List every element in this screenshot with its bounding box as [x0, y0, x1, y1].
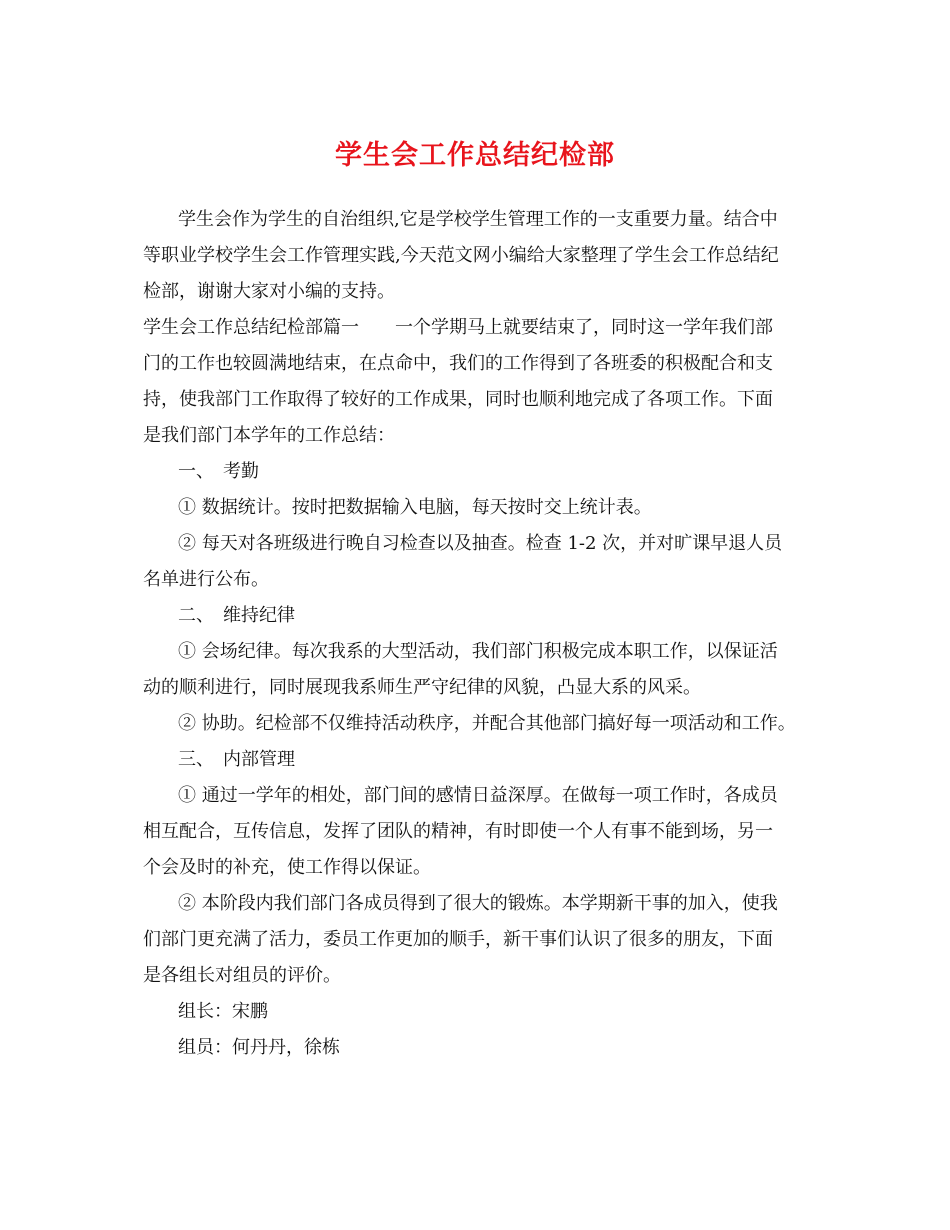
paragraph-line: 学生会工作总结纪检部篇一 一个学期马上就要结束了，同时这一学年我们部: [143, 317, 773, 338]
paragraph-line: 学生会作为学生的自治组织,它是学校学生管理工作的一支重要力量。结合中: [178, 209, 778, 230]
paragraph-line: 相互配合，互传信息，发挥了团队的精神，有时即使一个人有事不能到场，另一: [143, 821, 773, 842]
paragraph-line: ② 本阶段内我们部门各成员得到了很大的锻炼。本学期新干事的加入，使我: [178, 893, 778, 914]
paragraph-line: ① 数据统计。按时把数据输入电脑，每天按时交上统计表。: [178, 497, 652, 518]
document-title: 学生会工作总结纪检部: [335, 140, 615, 171]
section-heading: 二、 维持纪律: [178, 605, 295, 626]
paragraph-line: 们部门更充满了活力，委员工作更加的顺手，新干事们认识了很多的朋友，下面: [143, 929, 773, 950]
paragraph-line: ② 每天对各班级进行晚自习检查以及抽查。检查 1-2 次，并对旷课早退人员: [178, 533, 783, 554]
group-members-line: 组员：何丹丹，徐栋: [178, 1037, 340, 1058]
paragraph-line: 等职业学校学生会工作管理实践,今天范文网小编给大家整理了学生会工作总结纪: [143, 245, 779, 266]
paragraph-line: 门的工作也较圆满地结束，在点命中，我们的工作得到了各班委的积极配合和支: [143, 353, 773, 374]
paragraph-line: 动的顺利进行，同时展现我系师生严守纪律的风貌，凸显大系的风采。: [143, 677, 701, 698]
paragraph-line: 持，使我部门工作取得了较好的工作成果，同时也顺利地完成了各项工作。下面: [143, 389, 773, 410]
paragraph-line: ① 会场纪律。每次我系的大型活动，我们部门积极完成本职工作，以保证活: [178, 641, 778, 662]
paragraph-line: 个会及时的补充，使工作得以保证。: [143, 857, 431, 878]
paragraph-line: ① 通过一学年的相处，部门间的感情日益深厚。在做每一项工作时，各成员: [178, 785, 778, 806]
paragraph-line: 名单进行公布。: [143, 569, 269, 590]
paragraph-line: 检部，谢谢大家对小编的支持。: [143, 281, 395, 302]
paragraph-line: ② 协助。纪检部不仅维持活动秩序，并配合其他部门搞好每一项活动和工作。: [178, 713, 796, 734]
group-leader-line: 组长：宋鹏: [178, 1001, 268, 1022]
paragraph-line: 是我们部门本学年的工作总结：: [143, 425, 395, 446]
section-heading: 三、 内部管理: [178, 749, 295, 770]
paragraph-line: 是各组长对组员的评价。: [143, 965, 341, 986]
section-heading: 一、 考勤: [178, 461, 259, 482]
